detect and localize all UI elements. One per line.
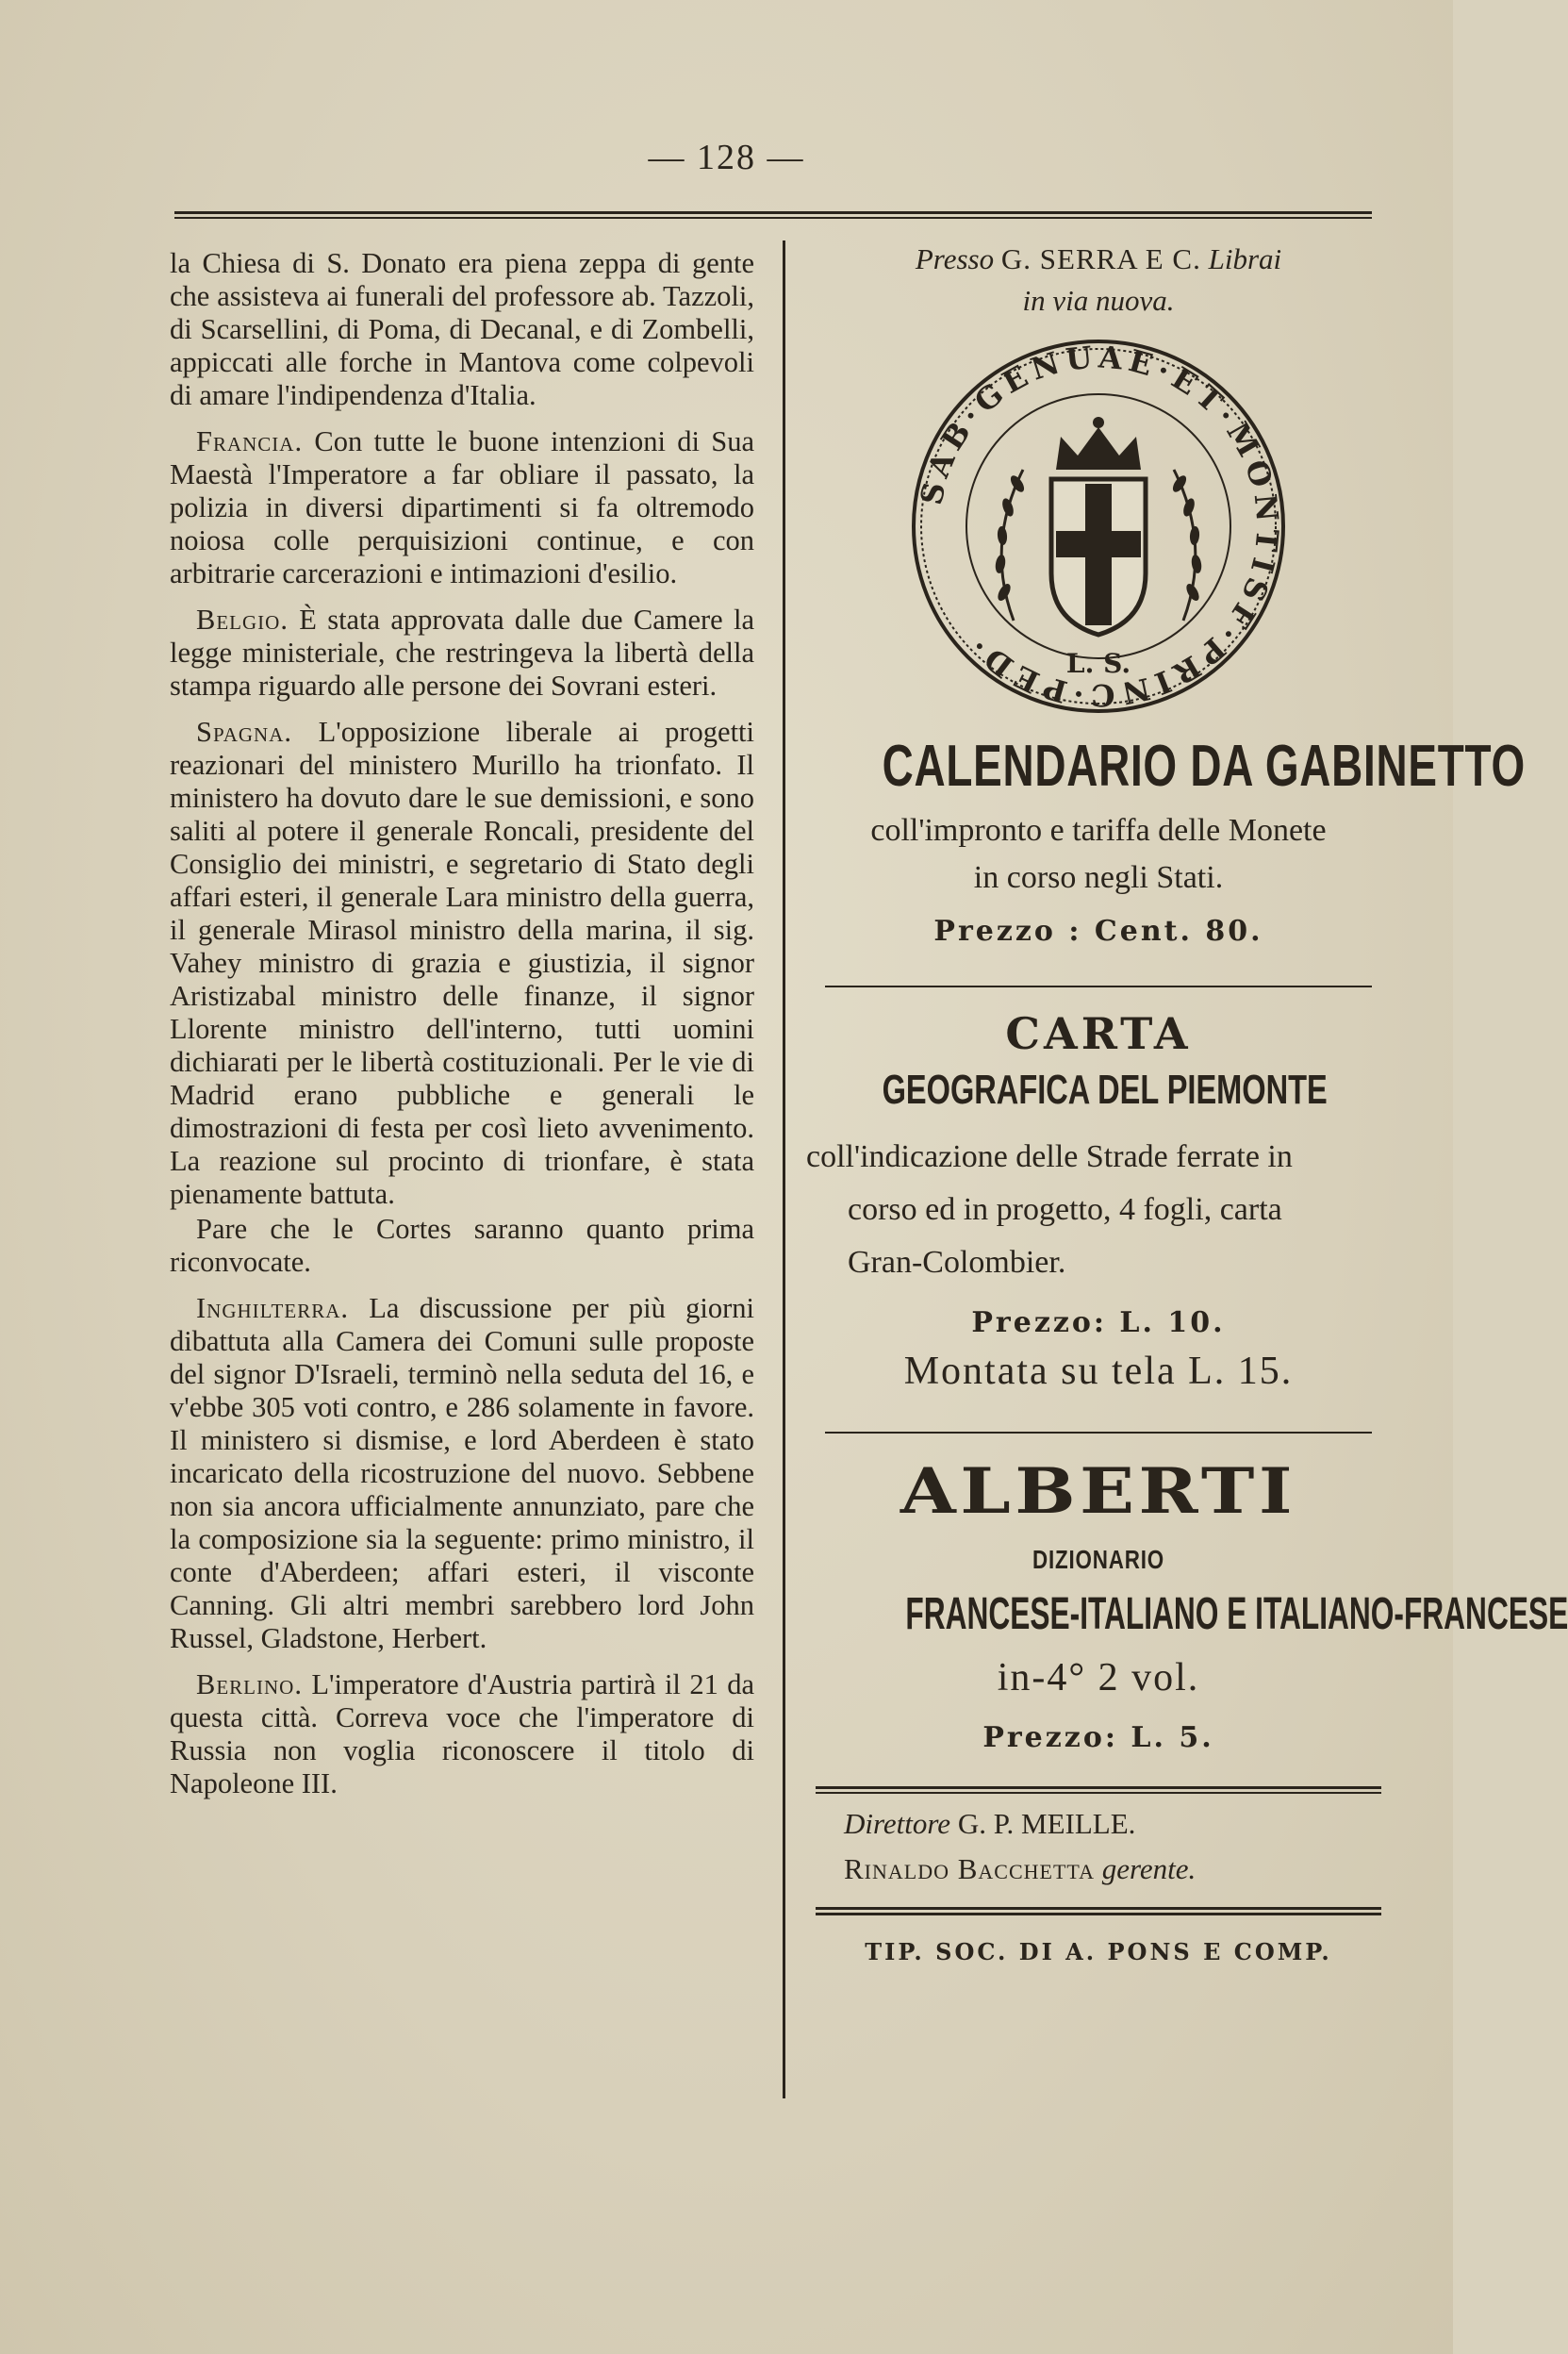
printer-imprint: TIP. SOC. DI A. PONS E COMP. [865,1938,1332,1965]
carta-montata: Montata su tela L. 15. [903,1350,1294,1393]
publisher-address: in via nuova. [1022,284,1175,317]
section-rule-thin [816,1792,1381,1794]
paragraph-text: Pare che le Cortes saranno quanto prima riconvocate. [170,1213,754,1278]
news-paragraph [170,1668,754,1800]
direttore-line [806,1801,1391,1847]
carta-desc-line: Gran-Colombier. [848,1245,1066,1280]
publisher-line [806,241,1391,277]
direttore-label: Direttore [844,1807,951,1840]
carta-description [806,1131,1391,1289]
dizionario-title: FRANCESE-ITALIANO E ITALIANO-FRANCESE [905,1589,1568,1639]
paragraph-text: L'imperatore d'Austria partirà il 21 da questa città. Correva voce che l'imperatore di Russia non voglia riconoscere il titolo di Napoleone III. [170,1668,755,1799]
carta-title: CARTA [1005,1008,1192,1059]
news-paragraph [170,1213,754,1279]
paragraph-lead: Spagna. [196,716,293,748]
alberti-title: ALBERTI [900,1454,1297,1528]
section-rule-thick [816,1913,1381,1915]
publisher-name: G. SERRA E C. [1000,242,1201,275]
carta-price: Prezzo: L. 10. [971,1306,1226,1339]
paragraph-text: la Chiesa di S. Donato era piena zeppa di gente che assisteva ai funerali del professore ab. Tazzoli, di Scarsellini, di Poma, di Decanal, e di Zombelli, appiccati alle forche in Mantova come colpevoli di amare l'indipendenza d'Italia. [170,247,754,411]
top-rule [174,211,1372,214]
paragraph-lead: Belgio. [196,604,289,636]
section-rule [825,1432,1372,1434]
coin-seal-icon [910,338,1287,715]
coin-seal [910,338,1287,715]
paragraph-lead: Francia. [196,425,304,457]
dizionario-label: DIZIONARIO [1032,1545,1164,1574]
calendario-title: CALENDARIO DA GABINETTO [882,734,1526,799]
carta-desc-line: coll'indicazione delle Strade ferrate in [806,1139,1293,1174]
top-rule-thin [174,217,1372,219]
news-column [170,247,754,1814]
calendario-price: Prezzo : Cent. 80. [933,915,1263,948]
presso-label: Presso [915,242,995,275]
paragraph-text: Con tutte le buone intenzioni di Sua Maestà l'Imperatore a far obliare il passato, la polizia in diversi dipartimenti si fa oltremodo noiosa colle perquisizioni continue, e con arbitrarie carcerazioni e intimazioni d'esilio. [170,425,754,589]
news-paragraph [170,247,754,412]
news-paragraph [170,716,754,1211]
calendario-description: coll'impronto e tariffa delle Monete [870,813,1327,848]
paragraph-text: È stata approvata dalle due Camere la legge ministeriale, che restringeva la libertà della stampa riguardo alle persone dei Sovrani esteri. [170,604,754,702]
paragraph-text: La discussione per più giorni dibattuta alla Camera dei Comuni sulle proposte del signor D'Israeli, terminò nella seduta del 16, e v'ebbe 305 voti contro, e 286 solamente in favore. Il ministero si dismise, e lord Aberdeen è stato incaricato della ricostruzione del nuovo. Sebbene non sia ancora ufficialmente annunziato, pare che la composizione sia la seguente: primo ministro, il conte d'Aberdeen; affari esteri, il visconte Canning. Gli altri membri sarebbero lord John Russel, Gladstone, Herbert. [170,1292,754,1654]
gerente-name: Rinaldo Bacchetta [844,1852,1095,1885]
carta-desc-line: corso ed in progetto, 4 fogli, carta [848,1192,1282,1227]
paragraph-lead: Berlino. [196,1668,303,1700]
news-paragraph [170,425,754,590]
gerente-line [806,1847,1391,1892]
section-rule [816,1786,1381,1789]
news-paragraph [170,604,754,703]
seal-legend: SAB·GENUAE·ET·MONTISF·PRINC·PED· [913,339,1286,714]
page-number: — 128 — [648,138,805,177]
seal-bottom-mark: L. S. [1065,648,1131,679]
dizionario-price: Prezzo: L. 5. [982,1721,1214,1754]
calendario-description-2: in corso negli Stati. [973,860,1224,895]
section-rule [825,986,1372,987]
news-paragraph [170,1292,754,1655]
librai-label: Librai [1208,242,1282,275]
section-rule [816,1907,1381,1910]
carta-subtitle: GEOGRAFICA DEL PIEMONTE [882,1067,1328,1113]
direttore-name: G. P. MEILLE. [957,1807,1136,1840]
gerente-label: gerente. [1101,1852,1197,1885]
paragraph-lead: Inghilterra. [196,1292,350,1324]
paragraph-text: L'opposizione liberale ai progetti reazionari del ministero Murillo ha trionfato. Il ministero ha dovuto dare le sue demissioni, e sono saliti al potere il generale Roncali, presidente del Consiglio dei ministri, e segretario di Stato degli affari esteri, il generale Lara ministro della guerra, il generale Mirasol ministro della marina, il sig. Vahey ministro di grazia e giustizia, il signor Aristizabal ministro delle finanze, il signor Llorente ministro dell'interno, tutti uomini dichiarati per le libertà costituzionali. Per le vie di Madrid erano pubbliche e generali le dimostrazioni di festa per così lieto avvenimento. La reazione sul procinto di trionfare, è stata pienamente battuta. [170,716,755,1210]
dizionario-volumes: in-4° 2 vol. [997,1656,1200,1699]
column-divider [783,240,785,2098]
advertisements-column [806,236,1568,1965]
